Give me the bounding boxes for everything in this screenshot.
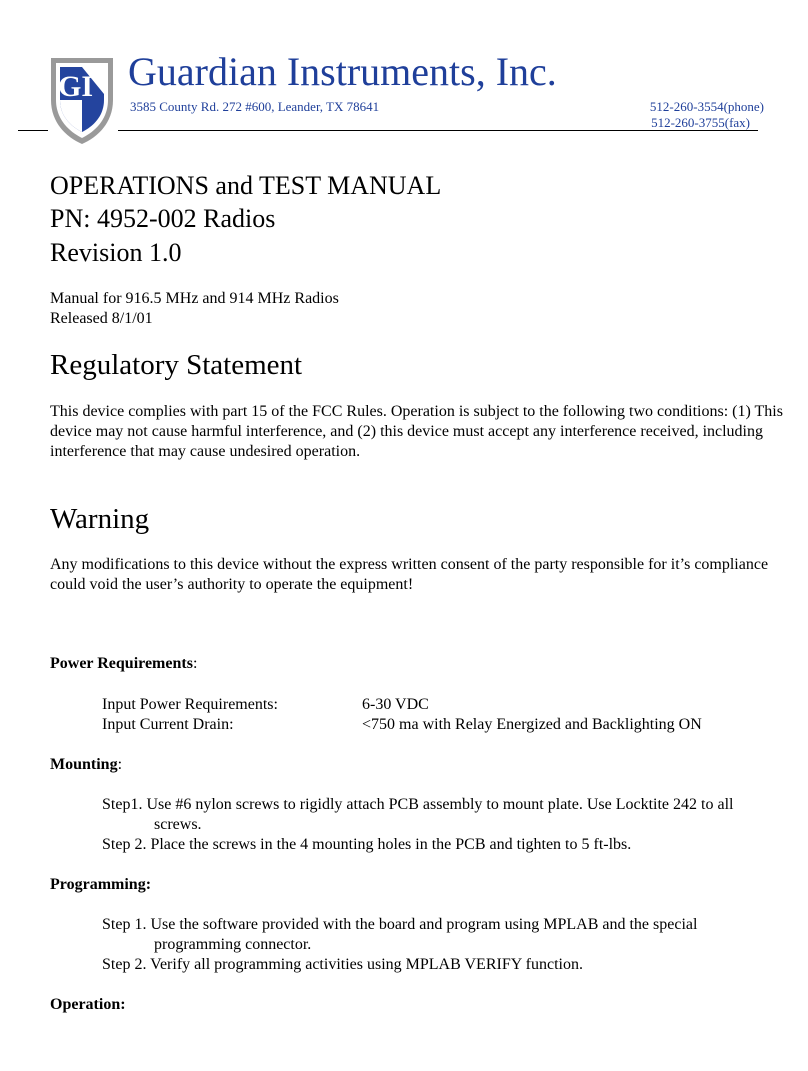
power-heading [50, 654, 197, 674]
header-rule-left [18, 130, 48, 131]
mounting-heading-colon: : [117, 756, 123, 773]
power-row-label: Input Power Requirements: [102, 696, 278, 713]
header-rule [118, 130, 758, 131]
power-row-value: 6-30 VDC [362, 696, 429, 713]
programming-step-1: Step 1. Use the software provided with the board and program using MPLAB and the special [102, 916, 698, 933]
mounting-step-1: Step1. Use #6 nylon screws to rigidly attach PCB assembly to mount plate. Use Locktite 242 to all [102, 796, 734, 813]
programming-heading: Programming: [50, 876, 152, 893]
programming-step-1-cont: programming connector. [154, 936, 312, 953]
mounting-step-1-cont: screws. [154, 816, 202, 833]
manual-title: OPERATIONS and TEST MANUAL [50, 171, 442, 200]
shield-logo-icon [48, 54, 116, 146]
company-fax: 512-260-3755(fax) [651, 115, 750, 130]
manual-scope: Manual for 916.5 MHz and 914 MHz Radios [50, 290, 339, 307]
release-date: Released 8/1/01 [50, 310, 153, 327]
part-number: PN: 4952-002 Radios [50, 204, 276, 233]
warning-text: Any modifications to this device without the express written consent of the party responsible for it’s compliance could void the user’s authority to operate the equipment! [50, 556, 769, 593]
company-name: Guardian Instruments, Inc. [128, 49, 557, 94]
revision: Revision 1.0 [50, 238, 182, 267]
mounting-heading [50, 755, 122, 775]
regulatory-text: This device complies with part 15 of the FCC Rules. Operation is subject to the following two conditions: (1) This device may not cause harmful interference, and (2) this device must accept any interference received, including interference that may cause undesired operation. [50, 403, 783, 460]
company-logo [48, 54, 116, 146]
mounting-heading-label: Mounting [50, 756, 118, 773]
operation-heading: Operation: [50, 996, 126, 1013]
company-phone: 512-260-3554(phone) [649, 99, 764, 114]
logo-letters: GI [58, 70, 94, 103]
power-heading-label: Power Requirements [50, 655, 193, 672]
power-heading-colon: : [192, 655, 198, 672]
company-address: 3585 County Rd. 272 #600, Leander, TX 78641 [130, 99, 380, 114]
warning-heading: Warning [50, 503, 150, 535]
power-row-value: <750 ma with Relay Energized and Backlighting ON [362, 716, 702, 733]
regulatory-heading: Regulatory Statement [50, 349, 303, 381]
mounting-step-2: Step 2. Place the screws in the 4 mounting holes in the PCB and tighten to 5 ft-lbs. [102, 836, 632, 853]
programming-step-2: Step 2. Verify all programming activities using MPLAB VERIFY function. [102, 956, 583, 973]
power-row-label: Input Current Drain: [102, 716, 234, 733]
